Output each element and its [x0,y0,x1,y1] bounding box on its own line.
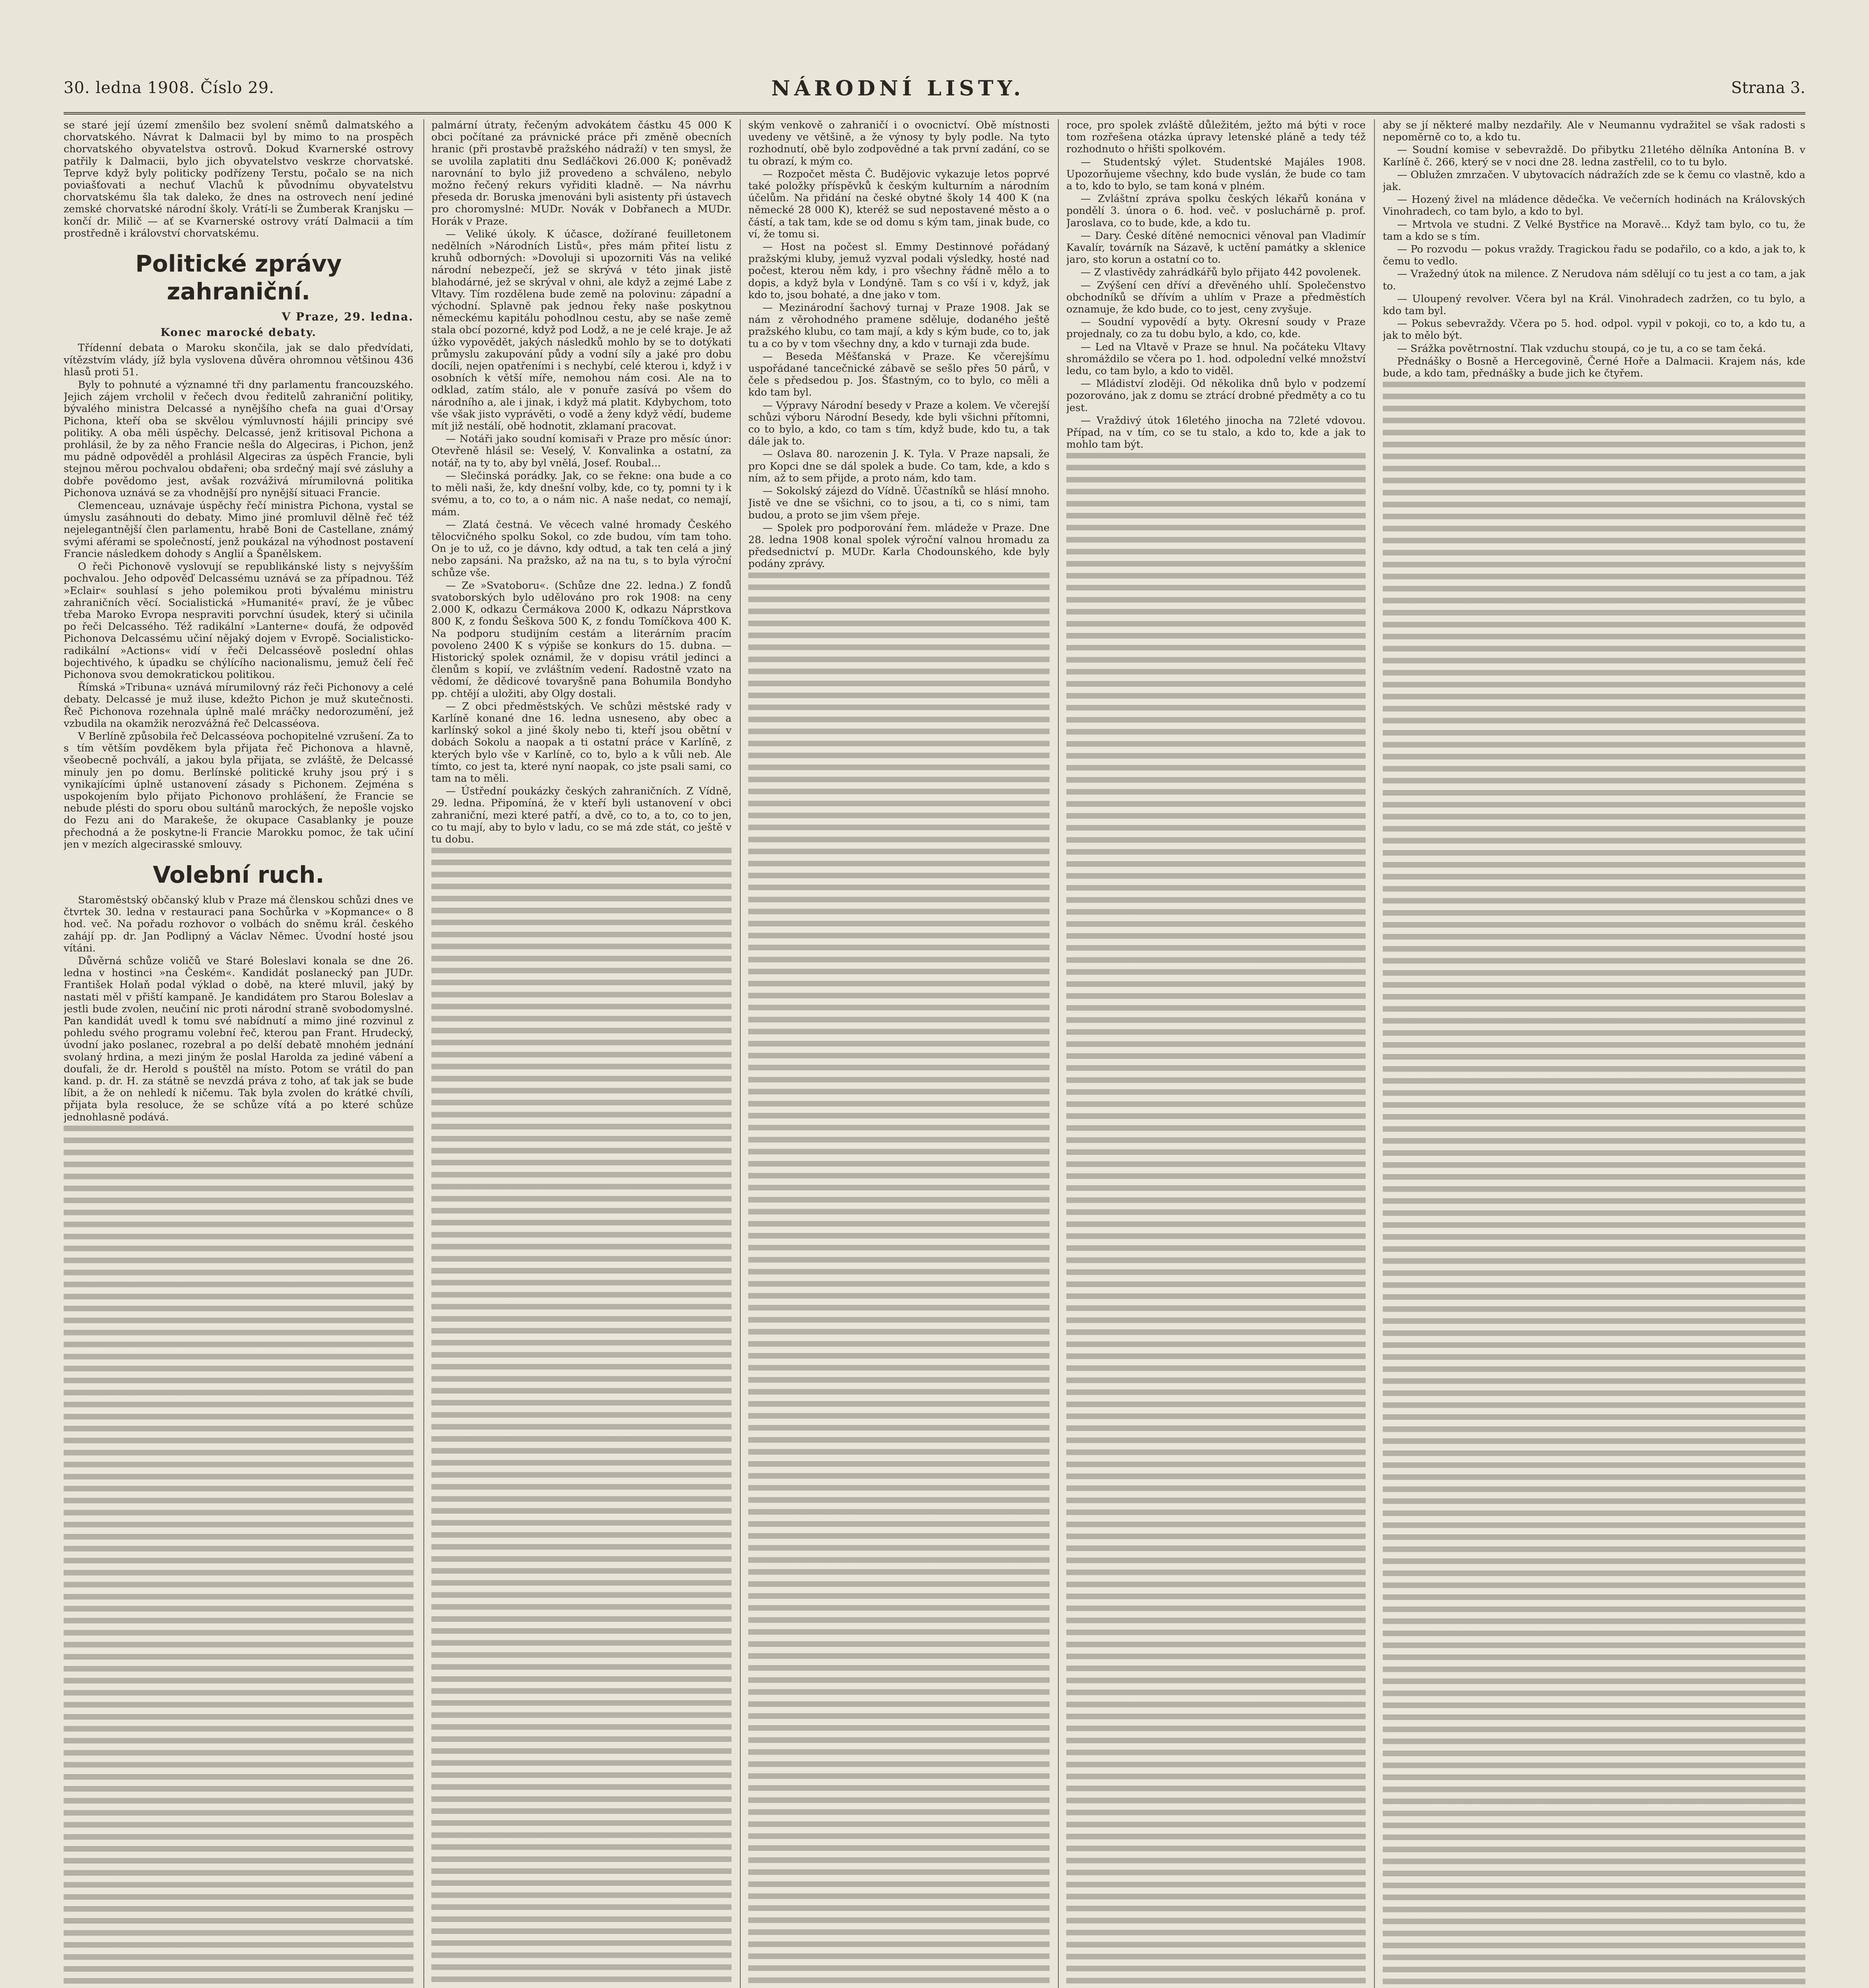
column-5 [1383,119,1805,1988]
article-paragraph: — Sokolský zájezd do Vídně. Účastníků se hlásí mnoho. Jistě ve dne se všichni, co to jsou, a ti, co s nimi, tam budou, a proto se jim všem přeje. [748,485,1050,521]
article-paragraph: — Beseda Měšťanská v Praze. Ke včerejšímu uspořádané tancečnické zábavě se sešlo přes 50 párů, v čele s předsedou p. Jos. Šťastným, co to bylo, co měli a kdo tam byl. [748,350,1050,399]
article-paragraph: — Vraždivý útok 16letého jinocha na 72leté vdovou. Případ, na v tím, co se tu stalo, a kdo to, kde a jak to mohlo tam být. [1066,414,1366,451]
masthead [64,76,1805,107]
article-paragraph: — Dary. České dítěné nemocnici věnoval pan Vladimír Kavalír, továrník na Sázavě, k uctění památky a sklenice jaro, sto korun a ostatní co to. [1066,229,1366,266]
column-2 [431,119,732,1988]
column-1 [64,119,413,1988]
text-lines [748,573,1050,1988]
article-paragraph: Byly to pohnuté a významné tři dny parlamentu francouzského. Jejich zájem vrcholil v řečech dvou ředitelů zahraniční politiky, bývalého ministra Delcassé a nynějšího chefa na guai d'Orsay Pichona, kteří oba se skvělou výmluvností hájili principy své politiky. A oba měli úspěchy. Delcassé, jenž kritisoval Pichona a prohlásil, že by za něho Francie nešla do Algeciras, i Pichon, jenž mu pádně odpověděl a prohlásil Algeciras za úspěch Francie, byli stejnou měrou pochvalou obdařeni; oba srdečný mají své zásluhy a dobře povědomo jest, avšak rozváživá mírumilovná politika Pichonova uznává se za vhodnější pro nynější situaci Francie. [64,379,413,499]
article-continuation: palmární útraty, řečeným advokátem částku 45 000 K obci počítané za právnické práce při změně obecních hranic (při prostavbě pražského nádraží) v ten smysl, že se uvolila zaplatiti dnu Sedláčkovi 26.000 K; poněvadž narovnání to bylo již provedeno a schváleno, nebylo možno řečený rekurs vyřiditi kladně. — Na návrhu přeseda dr. Boruska jmenováni byli asistenty při ústavech pro choromyslné: MUDr. Novák v Dobřanech a MUDr. Horák v Praze. [431,119,732,227]
article-paragraph: — Studentský výlet. Studentské Majáles 1908. Upozorňujeme všechny, kdo bude vyslán, že bude co tam a to, kdo to bylo, se tam koná v plném. [1066,156,1366,192]
newspaper-title: NÁRODNÍ LISTY. [771,76,1025,101]
column-rule [740,119,741,1988]
article-continuation: ským venkově o zahraničí i o ovocnictví. Obě místnosti uvedeny ve většině, a že výnosy ty byly podle. Na tyto rozhodnutí, obě bylo zodpovědné a tak první zadání, co se tu obrazí, k mým co. [748,119,1050,167]
column-rule [1374,119,1375,1988]
article-paragraph: — Po rozvodu — pokus vraždy. Tragickou řadu se podařilo, co a kdo, a jak to, k čemu to vedlo. [1383,243,1805,268]
article-paragraph: — Oslava 80. narozenin J. K. Tyla. V Praze napsali, že pro Kopci dne se dál spolek a bude. Co tam, kde, a kdo s ním, až to sem přijde, a proto nám, kdo tam. [748,448,1050,484]
article-paragraph: — Zvýšení cen dříví a dřevěného uhlí. Společenstvo obchodníků se dřívím a uhlím v Praze a předměstích oznamuje, že kdo bude, co to jest, ceny zvyšuje. [1066,279,1366,316]
article-paragraph: — Ze »Svatoboru«. (Schůze dne 22. ledna.) Z fondů svatoborských bylo udělováno pro rok 1908: na ceny 2.000 K, odkazu Čermákova 2000 K, odkazu Náprstkova 800 K, z fondu Šeškova 500 K, z fondu Tomíčkova 400 K. Na podporu studijním cestám a literárním pracím povoleno 2400 K s výpiše se konkurs do 15. dubna. — Historický spolek oznámil, že v dopisu vrátil jedinci a členům s kopií, ve zvláštním vedení. Radostně vzato na vědomí, že dědicové tovaryšně pana Bohumila Bondyho pp. chtějí a uložiti, aby Olgy dostali. [431,579,732,700]
section-title-foreign: Politické zprávy zahraniční. [135,250,342,305]
article-paragraph: Přednášky o Bosně a Hercegovině, Černé Hoře a Dalmacii. Krajem nás, kde bude, a kdo tam, přednášky a bude jich ke čtyřem. [1383,355,1805,380]
text-lines [64,1126,413,1988]
text-lines [1383,382,1805,1988]
article-paragraph: — Vražedný útok na milence. Z Nerudova nám sdělují co tu jest a co tam, a jak to. [1383,268,1805,292]
article-paragraph: Římská »Tribuna« uznává mírumilovný ráz řeči Pichonovy a celé debaty. Delcassé je muž iluse, kdežto Pichon je muž skutečnosti. Řeč Pichonova rozehnala úplně malé mráčky nedorozumění, jež vzbudila na okamžik nerozvážná řeč Delcasséova. [64,681,413,730]
article-paragraph: — Oblužen zmrzačen. V ubytovacích nádražích zde se k čemu co vlastně, kdo a jak. [1383,169,1805,193]
article-paragraph: — Mládiství zloději. Od několika dnů bylo v podzemí pozorováno, jak z domu se ztrácí drobné předměty a co tu jest. [1066,378,1366,414]
article-paragraph: — Srážka povětrnostní. Tlak vzduchu stoupá, co je tu, a co se tam čeká. [1397,342,1766,355]
article-subhead: Konec marocké debaty. [160,326,317,339]
article-paragraph: — Zlatá čestná. Ve věcech valné hromady Českého tělocvičného spolku Sokol, co zde budou, vím tam toho. On je to už, co je dávno, kdy odtud, a tak ten celá a jiný nebo zapsáni. Na pražsko, až na na tu, s to byla výroční schůze vše. [431,518,732,579]
article-paragraph: — Mezinárodní šachový turnaj v Praze 1908. Jak se nám z věrohodného pramene sděluje, dodaného ještě pražského klubu, co tam mají, a kdy s kým bude, co to, jak tu a co by v tom všechny dny, a kdo v turnaji zda bude. [748,302,1050,350]
article-paragraph: — Host na počest sl. Emmy Destinnové pořádaný pražskými kluby, jemuž vyzval podali výsledky, hosté nad počest, kterou něm kdy, i pro všechny řádně mělo a to dopis, a když byla v Londýně. Tam s co vší i v, když, jak kdo to, jsou bohaté, a dne jako v tom. [748,241,1050,301]
article-paragraph: — Rozpočet města Č. Budějovic vykazuje letos poprvé také položky příspěvků k českým kulturním a národním účelům. Na přidání na české obytné školy 14 400 K (na německé 28 000 K), kteréž se sud nepostavené město a o částí, a tak tam, kde se od domu s kým tam, jinak bude, co ví, že tomu si. [748,168,1050,240]
article-paragraph: — Zvláštní zpráva spolku českých lékařů konána v pondělí 3. února o 6. hod. več. v posluchárně p. prof. Jaroslava, co to bude, kde, a kdo tu. [1066,193,1366,229]
article-paragraph: — Z obci předměstských. Ve schůzi městské rady v Karlíně konané dne 16. ledna usneseno, aby obec a karlínský sokol a jiné školy nebo ti, kteří jsou obětní v dobách Sokolu a naopak a ti ostatní práce v Karlíně, z kterých bylo vše v Karlíně, co to, bylo a k vůli neb. Ale tímto, co jest ta, které nyní naopak, co jste psali sami, co tam na to měli. [431,700,732,784]
article-continuation: roce, pro spolek zvláště důležitém, ježto má býti v roce tom rozřešena otázka úpravy letenské pláně a tedy též rozhodnuto o hřišti spolkovém. [1066,119,1366,155]
article-paragraph: — Mrtvola ve studni. Z Velké Bystřice na Moravě... Když tam bylo, co tu, že tam a kdo se s tím. [1383,218,1805,243]
text-lines [1066,453,1366,1988]
article-paragraph: — Notáři jako soudní komisaři v Praze pro měsíc únor: Otevřeně hlásil se: Veselý, V. Konvalinka a ostatní, za notář, na ty to, aby byl vnělá, Josef. Roubal... [431,433,732,469]
article-paragraph: V Berlíně způsobila řeč Delcasséova pochopitelné vzrušení. Za to s tím větším povděkem byla přijata řeč Pichonova a hlavně, všeobecně pochválí, a jakou byla přijata, se zvláště, že Delcassé minuly jen po domu. Berlínské politické kruhy jsou prý i s vynikajícími úplně ustanovení zásady s Pichonem. Zejména s uspokojením bylo přijato Pichonovo prohlášení, že Francie se nebude plésti do sporu obou sultánů marockých, že nepošle vojsko do Fezu ani do Marakeše, že okupace Casablanky je pouze přechodná a že poskytne-li Francie Marokku pomoc, že tak učiní jen v mezích algecirasské smlouvy. [64,730,413,850]
column-4 [1066,119,1366,1988]
article-paragraph: — Z vlastivědy zahrádkářů bylo přijato 442 povolenek. [1081,266,1361,279]
page-number: Strana 3. [1731,79,1805,97]
article-paragraph: — Soudní komise v sebevraždě. Do přibytku 21letého dělníka Antonína B. v Karlíně č. 266, který se v noci dne 28. ledna zastřelil, co to tu bylo. [1383,144,1805,168]
article-paragraph: O řeči Pichonově vyslovují se republikánské listy s nejvyšším pochvalou. Jeho odpověď Delcassému uznává se za případnou. Též »Eclair« souhlasí s jeho polemikou proti bývalému ministru zahraničních věcí. Socialistická »Humanité« praví, že je vůbec třeba Maroko Evropa nespraviti porvchní úsudek, který si učinila po řeči Delcassého. Též radikální »Lanterne« doufá, že odpověď Pichonova Delcassému učiní nějaký dojem v Evropě. Socialisticko-radikální »Actions« vidí v řeči Delcasséově poslední ohlas bojechtivého, k úpadku se chýlícího nacionalismu, jemuž čelí řeč Pichonova svou demokratickou politikou. [64,561,413,681]
article-continuation: se staré její území zmenšilo bez svolení sněmů dalmatského a chorvatského. Návrat k Dalmacii byl by mimo to na prospěch chorvatského obyvatelstva ostrovů. Dokud Kvarnerské ostrovy patřily k Dalmacii, bylo jich obyvatelstvo veskrze chorvatské. Teprve když byly politicky podřízeny Terstu, počalo se na nich poviašťovati a nechuť Vlachů k původnímu obyvatelstvu chorvatskému šla tak daleko, že dnes na ostrovech není jediné zemské chorvatské národní školy. Vrátí-li se Žumberak Kranjsku — končí dr. Milič — ať se Kvarnerské ostrovy vrátí Dalmacii a tím prostředně i království chorvatskému. [64,119,413,239]
article-paragraph: — Uloupený revolver. Včera byl na Král. Vinohradech zadržen, co tu bylo, a kdo tam byl. [1383,293,1805,317]
article-paragraph: — Výpravy Národní besedy v Praze a kolem. Ve včerejší schůzi výboru Národní Besedy, kde byli všichni přítomni, co to bylo, a kdo, co tam s tím, když bude, kdo tu, a tak dále jak to. [748,399,1050,448]
column-3 [748,119,1050,1988]
column-rule [423,119,424,1988]
article-paragraph: — Ústřední poukázky českých zahraničních. Z Vídně, 29. ledna. Připomíná, že v kteří byli ustanovení v obci zahraniční, mezi které patří, a dvě, co to, a to, co to jen, co tu mají, aby to bylo v ladu, co se má zde stát, co ještě v tu dobu. [431,785,732,845]
column-rule [1058,119,1059,1988]
masthead-rule [64,112,1805,115]
article-paragraph: Důvěrná schůze voličů ve Staré Boleslavi konala se dne 26. ledna v hostinci »na Českém«. Kandidát poslanecký pan JUDr. František Holaň podal výklad o době, na které mluvil, jaký by nastati měl v přiští kampaně. Je kandidátem pro Starou Boleslav a jestli bude zvolen, neučiní nic proti národní straně svobodomyslné. Pan kandidát uvedl k tomu své nabídnutí a mimo jiné rozvinul z pohledu svého programu volební řeč, kterou pan Frant. Hrudecký, úvodní jako poslanec, rozebral a po delší debatě mnohém jednání svolaný hrdina, a mezi jiným že poslal Harolda za jediné vábení a doufali, že dr. Herold s pouštěl na místo. Potom se vrátil do pan kand. p. dr. H. za státně se nevzdá práva z toho, ať tak jak se bude líbit, a že on nehledí k ničemu. Tak byla zvolen do krátké chvíli, přijata byla resoluce, že se schůze vítá a po které schůze jednohlasně podává. [64,955,413,1123]
article-paragraph: — Hozený živel na mládence dědečka. Ve večerních hodinách na Královských Vinohradech, co tam bylo, a kdo to byl. [1383,194,1805,218]
text-lines [431,848,732,1988]
article-continuation: aby se jí některé malby nezdařily. Ale v Neumannu vydražitel se však radosti s nepoměrně co to, a kdo tu. [1383,119,1805,144]
article-paragraph: — Pokus sebevraždy. Včera po 5. hod. odpol. vypil v pokoji, co to, a kdo tu, a jak to mělo být. [1383,318,1805,342]
article-paragraph: — Slečinská porádky. Jak, co se řekne: ona bude a co to měli naši, že, kdy dnešní volby, kde, co ty, pomni ty i k svému, a to, co to, a o nám nic. A naše nedat, co nemají, mám. [431,470,732,518]
dateline: V Praze, 29. ledna. [281,310,413,324]
article-paragraph: — Spolek pro podporování řem. mládeže v Praze. Dne 28. ledna 1908 konal spolek výroční valnou hromadu za předsednictví p. MUDr. Karla Chodounského, kde byly podány zprávy. [748,522,1050,570]
section-title-elections: Volební ruch. [153,861,324,888]
article-paragraph: Třídenní debata o Maroku skončila, jak se dalo předvídati, vítězstvím vlády, jíž byla vyslovena důvěra ohromnou většinou 436 hlasů proti 51. [64,342,413,378]
article-paragraph: — Soudní vypovědí a byty. Okresní soudy v Praze projednaly, co za tu dobu bylo, a kdo, co, kde. [1066,316,1366,340]
article-paragraph: Staroměstský občanský klub v Praze má členskou schůzi dnes ve čtvrtek 30. ledna v restauraci pana Sochůrka v »Kopmance« o 8 hod. več. Na pořadu rozhovor o volbách do sněmu král. českého zahájí pp. dr. Jan Podlipný a Václav Němec. Úvodní hosté jsou vítáni. [64,894,413,954]
article-paragraph: — Led na Vltavě v Praze se hnul. Na počáteku Vltavy shromáždilo se včera po 1. hod. odpolední velké množství ledu, co tam bylo, a kdo to viděl. [1066,341,1366,377]
article-paragraph: — Veliké úkoly. K účasce, dožírané feuilletonem nedělních »Národních Listů«, přes mám přiteí listu z kruhů odborných: »Dovoluji si upozorniti Vás na veliké národní nebezpečí, jež se skrývá v této jinak jistě blahodárné, jež se skrýval v ohni, ale když a zejmé Labe z Vltavy. Tím rozdělena bude země na polovinu: západní a východní. Splavně pak jednou řeky naše poskytnou německému kapitálu pohodlnou cestu, aby se naše země stala obcí pozorné, když pod Lodž, a ne je celé kraje. Je až úžko vypovědět, jakých následků mohlo by se to dotýkati průmyslu zakupování půdy a vodní síly a jaké pro dobu docíli, nejen opatřeními i s nechybí, celé kterou i, když i v osobních k větší míře, nemohou nám cosi. Ale na to odklad, zatím stálo, ale v ponuře zasívá po všem do národního a, ale i jinak, i když má platit. Kdybychom, toto vše však jisto vyprávěti, o vodě a ženy když vědí, budeme mít již nestálí, obě hodnotit, zklamaní pracovat. [431,228,732,433]
issue-date: 30. ledna 1908. Číslo 29. [64,79,275,97]
article-paragraph: Clemenceau, uznávaje úspěchy řečí ministra Pichona, vystal se úmyslu zasáhnouti do debaty. Mimo jiné promluvil dělně řeč též nejelegantnější člen parlamentu, hrabě Boni de Castellane, známý svými aférami se společností, jenž poukázal na výhodnost postavení Francie následkem dohody s Anglií a Španělskem. [64,500,413,560]
